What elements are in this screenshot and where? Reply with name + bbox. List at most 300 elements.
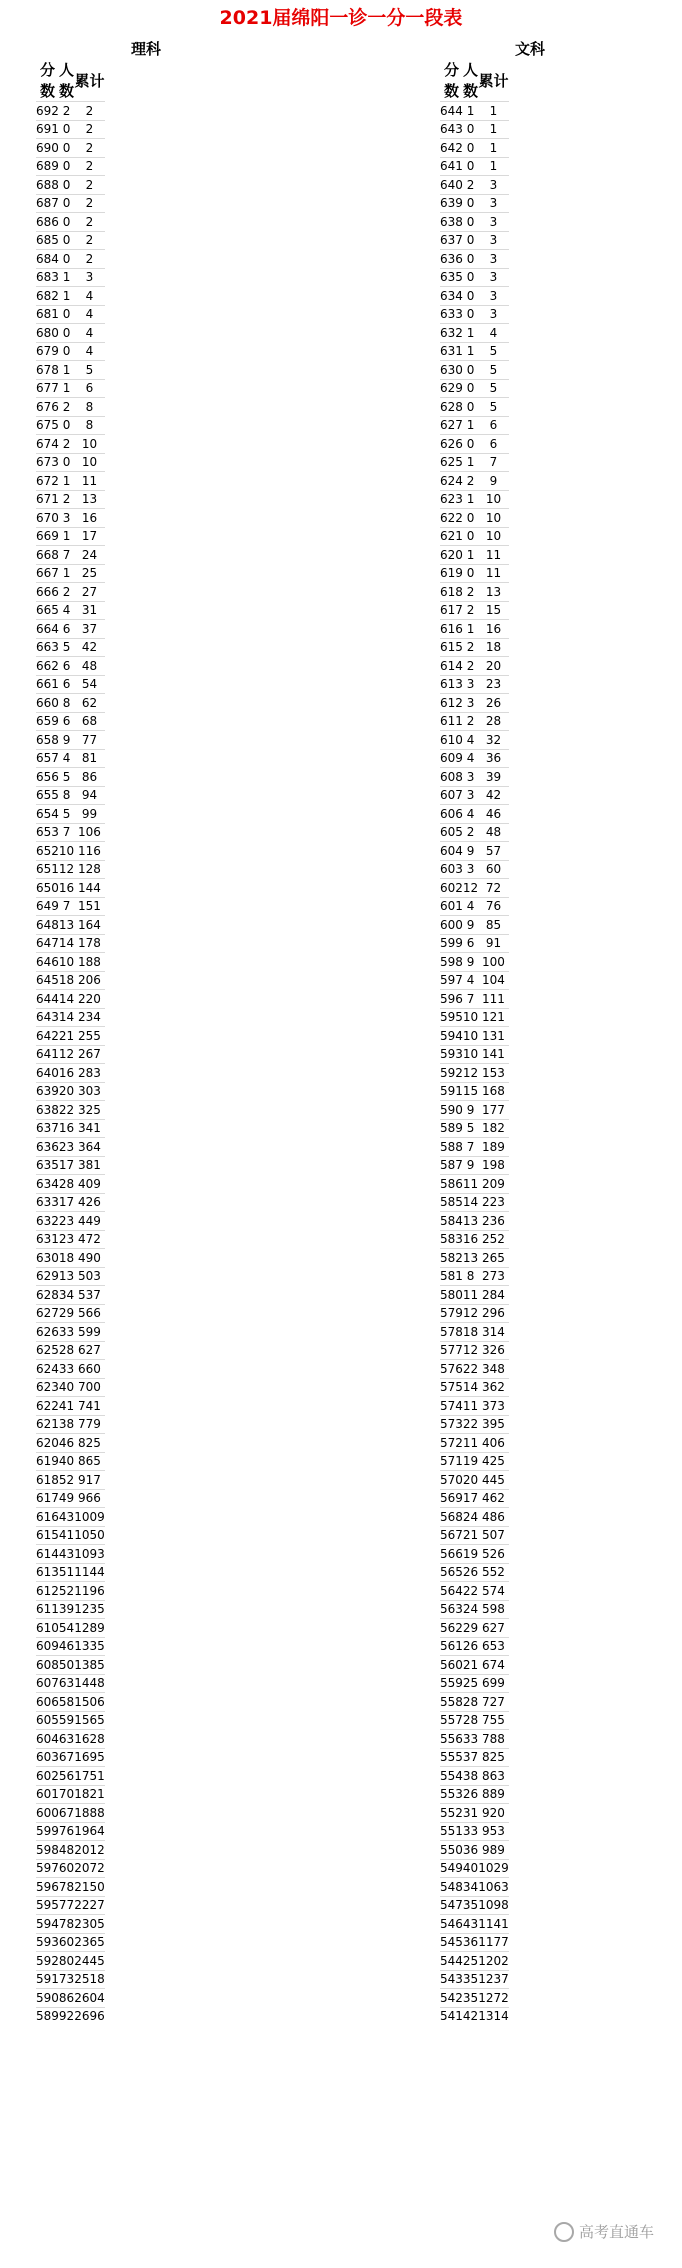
count-cell: 23 bbox=[59, 1138, 74, 1157]
table-row bbox=[440, 731, 509, 750]
score-cell: 591 bbox=[440, 1082, 463, 1101]
cumulative-cell: 28 bbox=[478, 712, 509, 731]
score-cell: 633 bbox=[440, 305, 463, 324]
cumulative-cell: 552 bbox=[478, 1563, 509, 1582]
cumulative-cell: 1448 bbox=[74, 1674, 105, 1693]
score-cell: 589 bbox=[36, 2007, 59, 2025]
table-row bbox=[440, 509, 509, 528]
table-row bbox=[36, 1286, 105, 1305]
score-cell: 600 bbox=[36, 1804, 59, 1823]
count-cell: 19 bbox=[463, 1452, 478, 1471]
cumulative-cell: 3 bbox=[478, 231, 509, 250]
table-row bbox=[36, 213, 105, 232]
count-cell: 35 bbox=[463, 1989, 478, 2008]
score-cell: 592 bbox=[440, 1064, 463, 1083]
table-row bbox=[36, 1878, 105, 1897]
cumulative-cell: 3 bbox=[478, 250, 509, 269]
count-cell: 2 bbox=[463, 823, 478, 842]
score-cell: 647 bbox=[36, 934, 59, 953]
table-row bbox=[440, 749, 509, 768]
cumulative-cell: 265 bbox=[478, 1249, 509, 1268]
table-row bbox=[440, 990, 509, 1009]
score-cell: 637 bbox=[36, 1119, 59, 1138]
score-cell: 593 bbox=[440, 1045, 463, 1064]
cumulative-cell: 1196 bbox=[74, 1582, 105, 1601]
count-cell: 2 bbox=[463, 472, 478, 491]
count-cell: 5 bbox=[59, 805, 74, 824]
count-cell: 0 bbox=[463, 379, 478, 398]
table-row bbox=[36, 1545, 105, 1564]
table-row bbox=[440, 1915, 509, 1934]
count-cell: 13 bbox=[59, 1267, 74, 1286]
count-cell: 13 bbox=[463, 1249, 478, 1268]
table-row bbox=[440, 1674, 509, 1693]
count-cell: 0 bbox=[463, 213, 478, 232]
score-cell: 691 bbox=[36, 120, 59, 139]
score-cell: 622 bbox=[36, 1397, 59, 1416]
score-cell: 604 bbox=[36, 1730, 59, 1749]
table-row bbox=[440, 1767, 509, 1786]
count-cell: 10 bbox=[463, 1045, 478, 1064]
cumulative-cell: 3 bbox=[478, 268, 509, 287]
cumulative-cell: 252 bbox=[478, 1230, 509, 1249]
table-row bbox=[440, 1249, 509, 1268]
count-cell: 22 bbox=[463, 1360, 478, 1379]
score-cell: 623 bbox=[440, 490, 463, 509]
count-cell: 26 bbox=[463, 1637, 478, 1656]
score-cell: 600 bbox=[440, 916, 463, 935]
score-cell: 663 bbox=[36, 638, 59, 657]
table-row bbox=[36, 287, 105, 306]
table-row bbox=[36, 620, 105, 639]
cumulative-cell: 42 bbox=[74, 638, 105, 657]
count-cell: 24 bbox=[463, 1508, 478, 1527]
score-cell: 638 bbox=[440, 213, 463, 232]
count-cell: 13 bbox=[463, 1212, 478, 1231]
score-header: 分数 bbox=[443, 61, 459, 100]
table-row bbox=[36, 1730, 105, 1749]
table-row bbox=[440, 1545, 509, 1564]
score-cell: 621 bbox=[36, 1415, 59, 1434]
score-cell: 556 bbox=[440, 1730, 463, 1749]
table-row bbox=[36, 342, 105, 361]
score-cell: 634 bbox=[36, 1175, 59, 1194]
table-row bbox=[36, 231, 105, 250]
score-cell: 676 bbox=[36, 398, 59, 417]
table-row bbox=[440, 324, 509, 343]
count-cell: 1 bbox=[463, 324, 478, 343]
score-cell: 616 bbox=[36, 1508, 59, 1527]
table-row bbox=[36, 786, 105, 805]
count-cell: 2 bbox=[59, 398, 74, 417]
count-cell: 40 bbox=[463, 1859, 478, 1878]
cumulative-cell: 566 bbox=[74, 1304, 105, 1323]
table-row bbox=[440, 1119, 509, 1138]
table-row bbox=[440, 1748, 509, 1767]
score-cell: 565 bbox=[440, 1563, 463, 1582]
score-cell: 629 bbox=[36, 1267, 59, 1286]
cumulative-cell: 1751 bbox=[74, 1767, 105, 1786]
table-row bbox=[36, 1619, 105, 1638]
cumulative-cell: 151 bbox=[74, 897, 105, 916]
table-row bbox=[440, 139, 509, 158]
cumulative-cell: 198 bbox=[478, 1156, 509, 1175]
cumulative-cell: 3 bbox=[478, 287, 509, 306]
cumulative-cell: 5 bbox=[478, 361, 509, 380]
score-cell: 664 bbox=[36, 620, 59, 639]
cumulative-cell: 1314 bbox=[478, 2007, 509, 2025]
cumulative-cell: 7 bbox=[478, 453, 509, 472]
table-row bbox=[440, 435, 509, 454]
score-cell: 569 bbox=[440, 1489, 463, 1508]
cumulative-cell: 627 bbox=[478, 1619, 509, 1638]
table-row bbox=[440, 1434, 509, 1453]
table-row bbox=[440, 1452, 509, 1471]
table-row bbox=[36, 601, 105, 620]
count-cell: 2 bbox=[463, 638, 478, 657]
cumulative-cell: 10 bbox=[478, 527, 509, 546]
count-cell: 63 bbox=[59, 1674, 74, 1693]
table-row bbox=[36, 1989, 105, 2008]
score-cell: 595 bbox=[36, 1896, 59, 1915]
cumulative-cell: 3 bbox=[478, 176, 509, 195]
count-cell: 21 bbox=[463, 1526, 478, 1545]
count-cell: 6 bbox=[59, 712, 74, 731]
table-row bbox=[440, 823, 509, 842]
count-cell: 63 bbox=[59, 1730, 74, 1749]
table-row bbox=[36, 1674, 105, 1693]
count-cell: 0 bbox=[463, 287, 478, 306]
score-cell: 582 bbox=[440, 1249, 463, 1268]
count-cell: 7 bbox=[59, 823, 74, 842]
cumulative-cell: 3 bbox=[478, 194, 509, 213]
cumulative-cell: 825 bbox=[74, 1434, 105, 1453]
score-cell: 563 bbox=[440, 1600, 463, 1619]
cumulative-cell: 966 bbox=[74, 1489, 105, 1508]
count-cell: 52 bbox=[59, 1582, 74, 1601]
cumulative-cell: 1098 bbox=[478, 1896, 509, 1915]
count-cell: 12 bbox=[463, 1064, 478, 1083]
cumulative-cell: 188 bbox=[74, 953, 105, 972]
watermark bbox=[554, 2221, 654, 2242]
cumulative-cell: 449 bbox=[74, 1212, 105, 1231]
count-cell: 77 bbox=[59, 1896, 74, 1915]
count-cell: 0 bbox=[463, 564, 478, 583]
cumulative-cell: 2150 bbox=[74, 1878, 105, 1897]
count-cell: 4 bbox=[463, 971, 478, 990]
table-row bbox=[36, 1230, 105, 1249]
score-cell: 587 bbox=[440, 1156, 463, 1175]
count-cell: 5 bbox=[59, 768, 74, 787]
table-row bbox=[36, 194, 105, 213]
score-cell: 573 bbox=[440, 1415, 463, 1434]
cumulative-cell: 825 bbox=[478, 1748, 509, 1767]
cumulative-cell: 9 bbox=[478, 472, 509, 491]
cumulative-cell: 37 bbox=[74, 620, 105, 639]
table-row bbox=[36, 1582, 105, 1601]
table-row bbox=[440, 1082, 509, 1101]
count-cell: 9 bbox=[59, 731, 74, 750]
score-cell: 602 bbox=[440, 879, 463, 898]
count-cell: 5 bbox=[463, 1119, 478, 1138]
count-cell: 0 bbox=[59, 157, 74, 176]
count-cell: 0 bbox=[59, 416, 74, 435]
table-row bbox=[36, 675, 105, 694]
count-cell: 33 bbox=[463, 1822, 478, 1841]
cumulative-cell: 2 bbox=[74, 213, 105, 232]
cumulative-cell: 99 bbox=[74, 805, 105, 824]
cumulative-cell: 25 bbox=[74, 564, 105, 583]
score-cell: 640 bbox=[440, 176, 463, 195]
score-cell: 593 bbox=[36, 1933, 59, 1952]
table-row bbox=[440, 1582, 509, 1601]
count-cell: 12 bbox=[59, 860, 74, 879]
cumulative-cell: 5 bbox=[478, 379, 509, 398]
table-header-row bbox=[440, 59, 509, 102]
table-row bbox=[440, 1064, 509, 1083]
count-cell: 10 bbox=[59, 842, 74, 861]
score-cell: 612 bbox=[440, 694, 463, 713]
cumulative-cell: 920 bbox=[478, 1804, 509, 1823]
score-cell: 608 bbox=[440, 768, 463, 787]
count-cell: 0 bbox=[463, 231, 478, 250]
table-row bbox=[440, 712, 509, 731]
count-cell: 0 bbox=[463, 120, 478, 139]
cumulative-cell: 72 bbox=[478, 879, 509, 898]
cumulative-cell: 507 bbox=[478, 1526, 509, 1545]
count-cell: 4 bbox=[463, 749, 478, 768]
count-cell: 1 bbox=[59, 472, 74, 491]
score-cell: 609 bbox=[440, 749, 463, 768]
count-cell: 21 bbox=[59, 1027, 74, 1046]
count-cell: 15 bbox=[463, 1082, 478, 1101]
count-cell: 38 bbox=[59, 1415, 74, 1434]
count-cell: 1 bbox=[59, 564, 74, 583]
table-row bbox=[36, 435, 105, 454]
table-row bbox=[440, 102, 509, 121]
table-row bbox=[36, 971, 105, 990]
cumulative-cell: 314 bbox=[478, 1323, 509, 1342]
score-cell: 610 bbox=[36, 1619, 59, 1638]
count-cell: 0 bbox=[463, 250, 478, 269]
score-cell: 659 bbox=[36, 712, 59, 731]
score-cell: 551 bbox=[440, 1822, 463, 1841]
count-cell: 1 bbox=[59, 287, 74, 306]
count-cell: 26 bbox=[463, 1785, 478, 1804]
score-cell: 643 bbox=[36, 1008, 59, 1027]
table-row bbox=[36, 1970, 105, 1989]
table-row bbox=[36, 1249, 105, 1268]
cumulative-cell: 2365 bbox=[74, 1933, 105, 1952]
cumulative-cell: 2012 bbox=[74, 1841, 105, 1860]
cumulative-cell: 206 bbox=[74, 971, 105, 990]
count-cell: 22 bbox=[463, 1415, 478, 1434]
score-cell: 640 bbox=[36, 1064, 59, 1083]
count-cell: 4 bbox=[463, 897, 478, 916]
count-cell: 73 bbox=[59, 1970, 74, 1989]
cumulative-cell: 1029 bbox=[478, 1859, 509, 1878]
cumulative-cell: 325 bbox=[74, 1101, 105, 1120]
table-row bbox=[36, 1637, 105, 1656]
cumulative-cell: 1335 bbox=[74, 1637, 105, 1656]
table-row bbox=[36, 1378, 105, 1397]
cumulative-cell: 1177 bbox=[478, 1933, 509, 1952]
score-cell: 679 bbox=[36, 342, 59, 361]
table-row bbox=[36, 1341, 105, 1360]
count-cell: 14 bbox=[59, 1008, 74, 1027]
cumulative-cell: 178 bbox=[74, 934, 105, 953]
cumulative-cell: 18 bbox=[478, 638, 509, 657]
score-cell: 590 bbox=[36, 1989, 59, 2008]
table-row bbox=[36, 546, 105, 565]
score-cell: 594 bbox=[36, 1915, 59, 1934]
table-row bbox=[440, 768, 509, 787]
cumulative-cell: 462 bbox=[478, 1489, 509, 1508]
score-cell: 678 bbox=[36, 361, 59, 380]
table-row bbox=[440, 1489, 509, 1508]
cumulative-cell: 4 bbox=[74, 305, 105, 324]
table-row bbox=[36, 1175, 105, 1194]
cumulative-cell: 1141 bbox=[478, 1915, 509, 1934]
cumulative-cell: 741 bbox=[74, 1397, 105, 1416]
table-row bbox=[36, 657, 105, 676]
table-row bbox=[36, 1193, 105, 1212]
table-row bbox=[36, 1397, 105, 1416]
cumulative-cell: 503 bbox=[74, 1267, 105, 1286]
count-cell: 0 bbox=[59, 305, 74, 324]
score-cell: 644 bbox=[440, 102, 463, 121]
score-cell: 606 bbox=[440, 805, 463, 824]
cumulative-cell: 598 bbox=[478, 1600, 509, 1619]
score-cell: 630 bbox=[440, 361, 463, 380]
cumulative-cell: 177 bbox=[478, 1101, 509, 1120]
score-cell: 549 bbox=[440, 1859, 463, 1878]
score-cell: 615 bbox=[440, 638, 463, 657]
table-row bbox=[440, 1730, 509, 1749]
count-cell: 2 bbox=[59, 435, 74, 454]
count-cell: 2 bbox=[463, 176, 478, 195]
cumulative-cell: 6 bbox=[478, 416, 509, 435]
table-row bbox=[36, 842, 105, 861]
count-cell: 76 bbox=[59, 1822, 74, 1841]
score-cell: 680 bbox=[36, 324, 59, 343]
table-row bbox=[36, 1526, 105, 1545]
table-row bbox=[36, 1027, 105, 1046]
cumulative-cell: 1628 bbox=[74, 1730, 105, 1749]
cumulative-cell: 121 bbox=[478, 1008, 509, 1027]
cumulative-cell: 653 bbox=[478, 1637, 509, 1656]
count-cell: 33 bbox=[463, 1730, 478, 1749]
table-row bbox=[440, 953, 509, 972]
count-cell: 29 bbox=[463, 1619, 478, 1638]
table-row bbox=[440, 1933, 509, 1952]
score-cell: 623 bbox=[36, 1378, 59, 1397]
cumulative-cell: 6 bbox=[478, 435, 509, 454]
score-cell: 644 bbox=[36, 990, 59, 1009]
score-cell: 681 bbox=[36, 305, 59, 324]
table-row bbox=[440, 1360, 509, 1379]
score-cell: 618 bbox=[440, 583, 463, 602]
count-cell: 8 bbox=[463, 1267, 478, 1286]
cumulative-cell: 537 bbox=[74, 1286, 105, 1305]
count-cell: 40 bbox=[59, 1378, 74, 1397]
score-cell: 599 bbox=[36, 1822, 59, 1841]
count-cell: 38 bbox=[463, 1767, 478, 1786]
table-row bbox=[36, 694, 105, 713]
cumulative-cell: 86 bbox=[74, 768, 105, 787]
count-cell: 35 bbox=[463, 1896, 478, 1915]
count-cell: 12 bbox=[463, 1341, 478, 1360]
table-row bbox=[36, 712, 105, 731]
cumulative-cell: 223 bbox=[478, 1193, 509, 1212]
cumulative-cell: 1565 bbox=[74, 1711, 105, 1730]
table-row bbox=[440, 879, 509, 898]
table-row bbox=[440, 213, 509, 232]
count-cell: 2 bbox=[463, 583, 478, 602]
cumulative-cell: 62 bbox=[74, 694, 105, 713]
score-cell: 692 bbox=[36, 102, 59, 121]
cumulative-cell: 81 bbox=[74, 749, 105, 768]
score-cell: 669 bbox=[36, 527, 59, 546]
count-cell: 20 bbox=[59, 1082, 74, 1101]
table-row bbox=[36, 1804, 105, 1823]
count-cell: 78 bbox=[59, 1878, 74, 1897]
cumulative-cell: 1093 bbox=[74, 1545, 105, 1564]
count-cell: 1 bbox=[463, 546, 478, 565]
score-cell: 606 bbox=[36, 1693, 59, 1712]
table-row bbox=[440, 472, 509, 491]
cumulative-cell: 60 bbox=[478, 860, 509, 879]
cumulative-header: 累计 bbox=[74, 71, 105, 90]
cumulative-cell: 2445 bbox=[74, 1952, 105, 1971]
cumulative-cell: 85 bbox=[478, 916, 509, 935]
score-cell: 605 bbox=[440, 823, 463, 842]
count-cell: 67 bbox=[59, 1804, 74, 1823]
cumulative-cell: 303 bbox=[74, 1082, 105, 1101]
count-cell: 59 bbox=[59, 1711, 74, 1730]
table-row bbox=[440, 1822, 509, 1841]
count-cell: 46 bbox=[59, 1434, 74, 1453]
count-cell: 0 bbox=[59, 453, 74, 472]
table-row bbox=[440, 1415, 509, 1434]
table-row bbox=[440, 120, 509, 139]
count-cell: 0 bbox=[59, 120, 74, 139]
score-cell: 604 bbox=[440, 842, 463, 861]
count-cell: 50 bbox=[59, 1656, 74, 1675]
cumulative-cell: 1695 bbox=[74, 1748, 105, 1767]
score-cell: 629 bbox=[440, 379, 463, 398]
table-row bbox=[440, 1785, 509, 1804]
count-cell: 29 bbox=[59, 1304, 74, 1323]
cumulative-cell: 141 bbox=[478, 1045, 509, 1064]
score-cell: 684 bbox=[36, 250, 59, 269]
cumulative-cell: 10 bbox=[478, 509, 509, 528]
table-row bbox=[36, 1082, 105, 1101]
cumulative-cell: 1 bbox=[478, 157, 509, 176]
cumulative-cell: 17 bbox=[74, 527, 105, 546]
score-cell: 590 bbox=[440, 1101, 463, 1120]
score-cell: 632 bbox=[36, 1212, 59, 1231]
count-cell: 6 bbox=[59, 675, 74, 694]
table-row bbox=[440, 1841, 509, 1860]
cumulative-cell: 362 bbox=[478, 1378, 509, 1397]
table-row bbox=[36, 1933, 105, 1952]
count-cell: 36 bbox=[463, 1841, 478, 1860]
score-cell: 660 bbox=[36, 694, 59, 713]
table-row bbox=[440, 934, 509, 953]
score-cell: 624 bbox=[36, 1360, 59, 1379]
count-cell: 0 bbox=[59, 231, 74, 250]
